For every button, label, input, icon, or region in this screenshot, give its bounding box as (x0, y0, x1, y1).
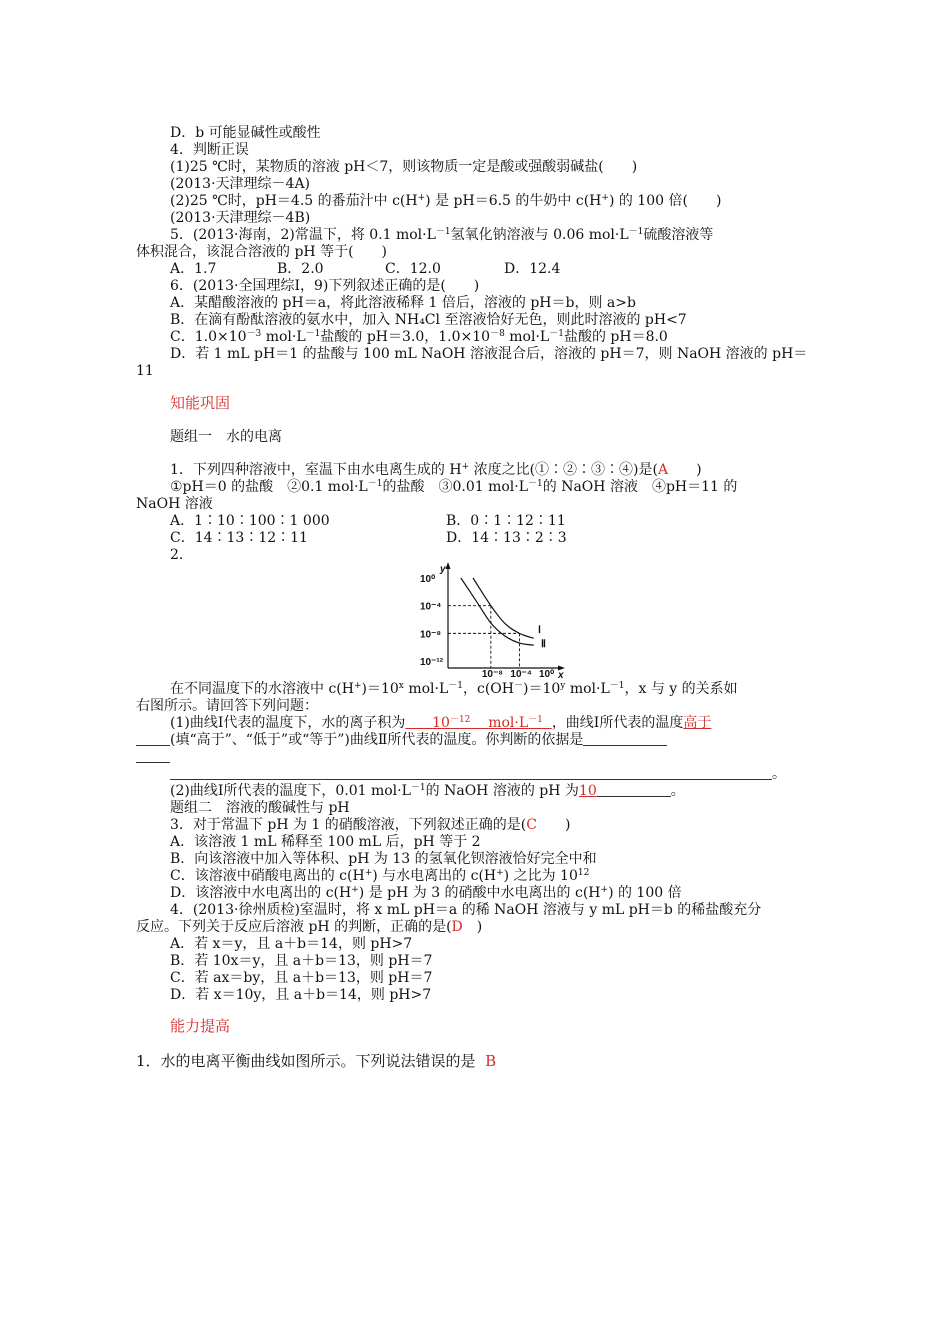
q5-option-c: C．12.0 (385, 261, 441, 277)
x-axis-label: x (558, 670, 564, 678)
s1-q2-part1-answer: $10^{-12}$ $mol\cdot L^{-1}$ (432, 715, 543, 731)
q5-option-b: B．2.0 (277, 261, 324, 277)
s1-q4-option-a: A．若 x＝y，且 a＋b＝14，则 pH>7 (170, 936, 413, 952)
x-tick-label: 10⁻⁸ (481, 669, 503, 678)
s1-q2-part2: (2)曲线Ⅰ所代表的温度下，0.01 $mol\cdot L^{-1}$的 NaOH 溶液的 pH 为10 。 (170, 783, 685, 799)
q6-option-d: D．若 1 mL pH＝1 的盐酸与 100 mL NaOH 溶液混合后，溶液的 pH＝7，则 NaOH 溶液的 pH＝ (170, 346, 808, 362)
s1-q2-part1-cont: (填“高于”、“低于”或“等于”)曲线Ⅱ所代表的温度。你判断的依据是 (136, 732, 667, 749)
q4-item-1: (1)25 ℃时，某物质的溶液 pH＜7，则该物质一定是酸或强酸弱碱盐( ) (170, 159, 638, 175)
q6-option-d-cont: 11 (136, 363, 154, 379)
section-title-improvement: 能力提高 (170, 1017, 231, 1035)
group1-title: 题组一 水的电离 (170, 429, 282, 445)
q4-item-2-source: (2013·天津理综－4B) (170, 210, 311, 226)
s1-q1-stem: 1．下列四种溶液中，室温下由水电离生成的 H+ 浓度之比(①∶②∶③∶④)是(A ) (170, 462, 702, 478)
s1-q1-option-c: C．14∶13∶12∶11 (170, 530, 308, 546)
s1-q3-stem: 3．对于常温下 pH 为 1 的硝酸溶液，下列叙述正确的是(C ) (170, 817, 571, 833)
s1-q1-items-cont: NaOH 溶液 (136, 496, 213, 512)
q6-option-b: B．在滴有酚酞溶液的氨水中，加入 NH₄Cl 至溶液恰好无色，则此时溶液的 pH<7 (170, 312, 687, 328)
x-tick-label: 10⁻⁴ (510, 669, 532, 678)
s1-q4-stem-cont: 反应。下列关于反应后溶液 pH 的判断，正确的是(D ) (136, 919, 483, 935)
s1-q4-option-d: D．若 x＝10y，且 a＋b＝14，则 pH>7 (170, 987, 432, 1003)
s1-q2-number: 2. (170, 547, 184, 563)
s1-q3-answer: C (526, 817, 537, 833)
q6-option-a: A．某醋酸溶液的 pH＝a，将此溶液稀释 1 倍后，溶液的 pH＝b，则 a>b (170, 295, 636, 311)
s1-q3-option-c: C．该溶液中硝酸电离出的 c(H+) 与水电离出的 c(H+) 之比为 $10^{12}$ (170, 868, 590, 884)
x-tick-label: 10⁰ (539, 669, 555, 678)
s1-q2-text-line2: 右图所示。请回答下列问题： (136, 698, 318, 714)
s1-q1-option-d: D．14∶13∶2∶3 (446, 530, 567, 546)
group2-title: 题组二 溶液的酸碱性与 pH (170, 800, 350, 816)
q5-option-d: D．12.4 (504, 261, 561, 277)
q6-option-c: C．$1.0\times 10^{-3}$ $mol\cdot L^{-1}$盐酸的 pH＝3.0，$1.0\times 10^{-8}$ $mol\cdot L^{-1}$盐酸的 pH＝8.0 (170, 329, 668, 345)
q5-stem-line1: 5．(2013·海南，2)常温下，将 0.1 $mol\cdot L^{-1}$氢氧化钠溶液与 0.06 $mol\cdot L^{-1}$硫酸溶液等 (170, 227, 714, 243)
series-label-II: Ⅱ (541, 639, 546, 650)
y-tick-label: 10⁻⁴ (420, 601, 442, 613)
y-tick-label: 10⁻¹² (420, 657, 444, 669)
series-label-I: Ⅰ (538, 625, 541, 636)
s1-q2-part1-blank (136, 749, 170, 766)
s2-q1-stem: 1．水的电离平衡曲线如图所示。下列说法错误的是 B (136, 1052, 497, 1070)
q5-option-a: A．1.7 (170, 261, 217, 277)
s1-q2-text-line1: 在不同温度下的水溶液中 $c(H^+)=10^x$ $mol\cdot L^{-1}$，$c(OH^-)=10^y$ $mol\cdot L^{-1}$，x 与 y 的关系如 (170, 681, 738, 697)
y-tick-label: 10⁻⁸ (420, 629, 442, 641)
s1-q2-part1-answer2: 高于 (683, 715, 712, 731)
s1-q2-part1: (1)曲线Ⅰ代表的温度下，水的离子积为 $10^{-12}$ $mol\cdot L^{-1}$ ，曲线Ⅰ所代表的温度高于 (170, 715, 712, 731)
q5-stem-line2: 体积混合，该混合溶液的 pH 等于( ) (136, 244, 387, 260)
s1-q4-stem: 4．(2013·徐州质检)室温时，将 x mL pH＝a 的稀 NaOH 溶液与 y mL pH＝b 的稀盐酸充分 (170, 902, 762, 918)
s1-q2-part2-answer: 10 (578, 783, 597, 799)
curve-I (473, 578, 534, 638)
s1-q1-items: ①pH＝0 的盐酸 ②0.1 $mol\cdot L^{-1}$的盐酸 ③0.01 $mol\cdot L^{-1}$的 NaOH 溶液 ④pH＝11 的 (170, 479, 738, 495)
s1-q1-option-b: B．0∶1∶12∶11 (446, 513, 566, 529)
s1-q3-option-b: B．向该溶液中加入等体积、pH 为 13 的氢氧化钡溶液恰好完全中和 (170, 851, 597, 867)
q4-item-2: (2)25 ℃时，pH＝4.5 的番茄汁中 c(H+) 是 pH＝6.5 的牛奶中 c(H+) 的 100 倍( ) (170, 193, 722, 209)
ion-product-chart (418, 560, 568, 678)
section-title-consolidation: 知能巩固 (170, 394, 231, 412)
q4-title: 4．判断正误 (170, 142, 249, 158)
y-axis-label: y (440, 564, 446, 575)
s1-q4-option-c: C．若 ax＝by，且 a＋b＝13，则 pH＝7 (170, 970, 433, 986)
s1-q2-part1-blank2: 。 (170, 766, 786, 783)
q3-option-d: D．b 可能显碱性或酸性 (170, 125, 321, 141)
s1-q1-answer: A (657, 462, 669, 478)
q4-item-1-source: (2013·天津理综－4A) (170, 176, 311, 192)
s1-q3-option-a: A．该溶液 1 mL 稀释至 100 mL 后，pH 等于 2 (170, 834, 481, 850)
s1-q1-option-a: A．1∶10∶100∶1 000 (170, 513, 330, 529)
y-axis-arrow (446, 562, 451, 569)
s1-q4-answer: D (451, 919, 463, 935)
s1-q3-option-d: D．该溶液中水电离出的 c(H+) 是 pH 为 3 的硝酸中水电离出的 c(H+) 的 100 倍 (170, 885, 682, 901)
q6-stem: 6．(2013·全国理综Ⅰ，9)下列叙述正确的是( ) (170, 278, 480, 294)
y-tick-label: 10⁰ (420, 574, 436, 585)
s2-q1-answer: B (485, 1052, 497, 1070)
s1-q4-option-b: B．若 10x＝y，且 a＋b＝13，则 pH＝7 (170, 953, 433, 969)
